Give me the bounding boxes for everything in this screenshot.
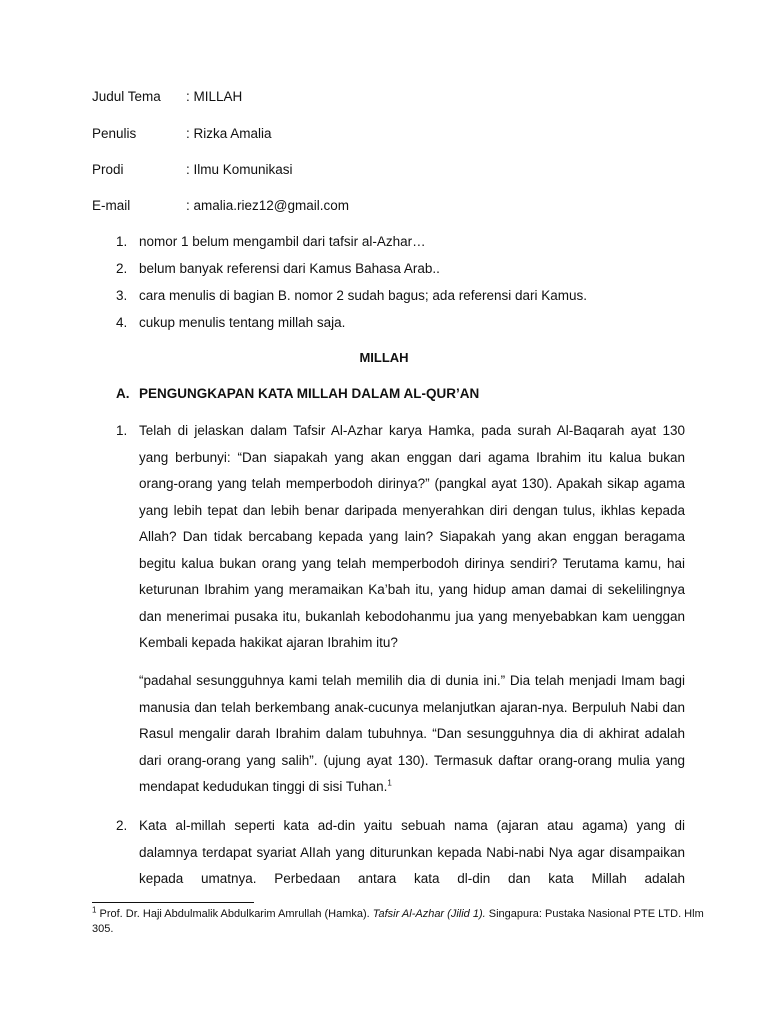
footnote-divider [92, 902, 254, 903]
document-title: MILLAH [359, 350, 409, 365]
footnote-publisher: Singapura: Pustaka Nasional PTE LTD. Hlm 305. [92, 908, 704, 935]
meta-key: E-mail [92, 198, 131, 213]
paragraph-text: Telah di jelaskan dalam Tafsir Al-Azhar karya Hamka, pada surah Al-Baqarah ayat 130 yang berbunyi: “Dan siapakah yang akan enggan dari agama Ibrahim itu kalua bukan orang-orang yang telah memperbodoh dirinya?” (pangkal ayat 130). Apakah sikap agama yang lebih tepat dan lebih benar daripada menyerahkan diri dengan tulus, ikhlas kepada Allah? Dan tidak bercabang kepada yang lain? Siapakah yang akan enggan beragama begitu kalua bukan orang yang telah memperbodoh dirinya sendiri? Terutama kamu, hai keturunan Ibrahim yang meramaikan Ka’bah itu, yang hidup aman damai di sekelilingnya dan menerimai pusaka itu, bukanlah kebodohanmu jua yang menyebabkan kam uenggan Kembali kepada hakikat ajaran Ibrahim itu? [139, 423, 685, 650]
section-heading-text: PENGUNGKAPAN KATA MILLAH DALAM AL-QUR’AN [139, 386, 480, 401]
note-text: cukup menulis tentang millah saja. [139, 315, 346, 330]
note-number: 3. [116, 288, 128, 303]
paragraph [139, 668, 685, 801]
item-number: 2. [116, 818, 128, 833]
paragraph-text: “padahal sesungguhnya kami telah memilih dia di dunia ini.” Dia telah menjadi Imam bagi manusia dan telah berkembang anak-cucunya melanjutkan ajaran-nya. Berpuluh Nabi dan Rasul mengalir darah Ibrahim dalam tubuhnya. “Dan sesungguhnya dia di akhirat adalah dari orang-orang yang salih”. (ujung ayat 130). Termasuk daftar orang-orang mulia yang mendapat kedudukan tinggi di sisi Tuhan. [139, 673, 685, 794]
meta-value: : Ilmu Komunikasi [186, 162, 293, 177]
note-text: nomor 1 belum mengambil dari tafsir al-Azhar… [139, 234, 426, 249]
section-letter: A. [116, 386, 130, 401]
meta-value: : amalia.riez12@gmail.com [186, 198, 350, 213]
meta-key: Penulis [92, 126, 137, 141]
paragraph [139, 418, 685, 657]
paragraph [139, 813, 685, 893]
note-number: 2. [116, 261, 128, 276]
meta-value: : Rizka Amalia [186, 126, 272, 141]
item-number: 1. [116, 423, 128, 438]
meta-key: Prodi [92, 162, 124, 177]
note-number: 1. [116, 234, 128, 249]
footnote-work-title: Tafsir Al-Azhar (Jilid 1). [372, 908, 486, 920]
meta-key: Judul Tema [92, 89, 161, 104]
footnote [92, 907, 722, 937]
footnote-author: Prof. Dr. Haji Abdulmalik Abdulkarim Amrullah (Hamka). [96, 908, 373, 920]
paragraph-text: Kata al-millah seperti kata ad-din yaitu sebuah nama (ajaran atau agama) yang di dalamnya terdapat syariat AlIah yang diturunkan kepada Nabi-nabi Nya agar disampaikan kepada umatnya. Perbedaan antara kata dl-din dan kata Millah adalah [139, 818, 685, 886]
note-text: cara menulis di bagian B. nomor 2 sudah bagus; ada referensi dari Kamus. [139, 288, 588, 303]
footnote-reference[interactable]: 1 [387, 778, 392, 788]
meta-value: : MILLAH [186, 89, 243, 104]
footnote-marker: 1 [92, 905, 97, 915]
note-text: belum banyak referensi dari Kamus Bahasa Arab.. [139, 261, 440, 276]
note-number: 4. [116, 315, 128, 330]
